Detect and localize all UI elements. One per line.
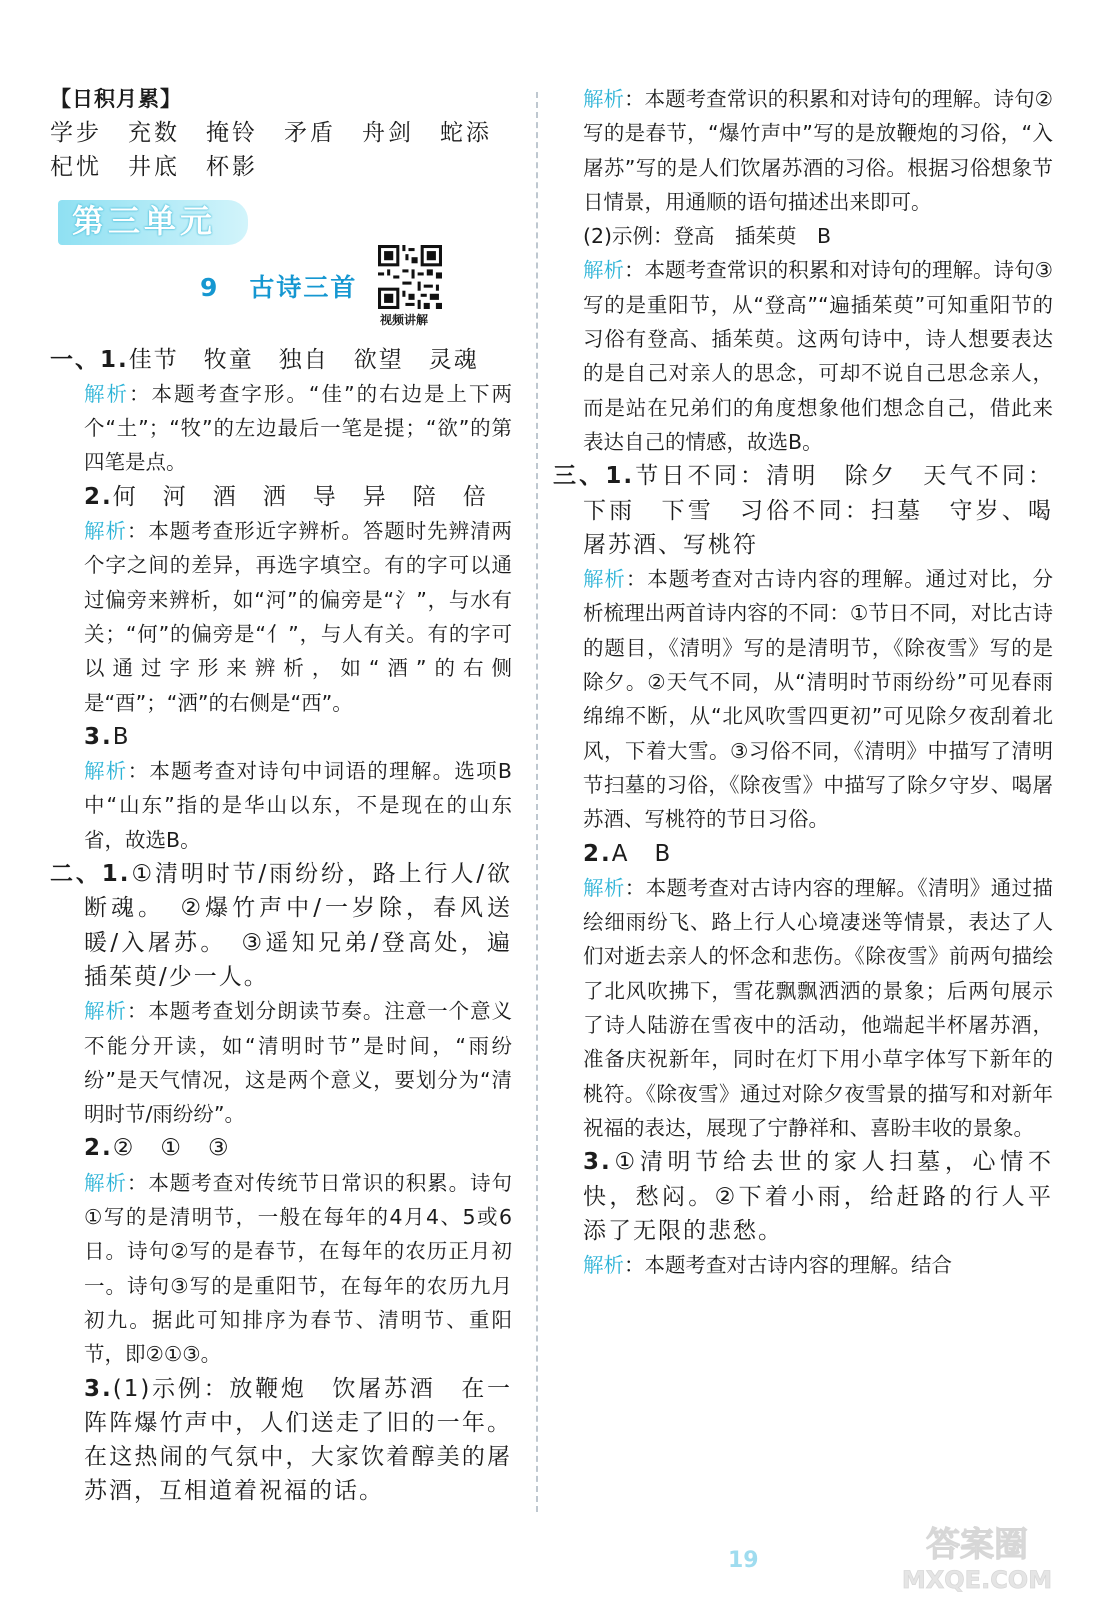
s1-q1 [50, 343, 512, 377]
s1-q2-analysis [50, 514, 512, 720]
s2-q3-answer-2: (2)示例：登高 插茱萸 B [583, 224, 832, 249]
answer: ② ① ③ [112, 1135, 231, 1162]
q-number: 3. [84, 723, 113, 750]
s1-q3-analysis [50, 754, 512, 857]
analysis-label: 解析 [84, 759, 128, 784]
unit-banner: 第三单元 [58, 200, 248, 244]
watermark-text-en: MXQE.COM [901, 1566, 1053, 1594]
qr-code-icon[interactable] [378, 245, 442, 309]
s3-q3 [583, 1145, 1053, 1248]
analysis-label: 解析 [84, 381, 129, 406]
left-column [50, 82, 512, 1509]
q-number: 3. [84, 1375, 113, 1402]
answer: ①清明时节/雨纷纷，路上行人/欲断魂。 ②爆竹声中/一岁除，春风送暖/入屠苏。 ③遥知兄弟/登高处，遍插茱萸/少一人。 [84, 861, 512, 990]
section-one-head: 一、 [50, 346, 100, 373]
answer: 佳节 牧童 独自 欲望 灵魂 [128, 346, 479, 373]
s1-q3 [50, 720, 512, 754]
analysis-text: ：本题考查形近字辨析。答题时先辨清两个字之间的差异，再选字填空。有的字可以通过偏旁来辨析，如“河”的偏旁是“氵”，与水有关；“何”的偏旁是“亻”，与人有关。有的字可以通过字形来辨析，如“酒”的右侧是“酉”；“洒”的右侧是“西”。 [84, 519, 513, 715]
s1-q2 [50, 480, 512, 514]
right-column [553, 82, 1054, 1282]
watermark-text-cn: 答案圈 [926, 1525, 1028, 1565]
s2-q2 [50, 1131, 512, 1165]
s2-q3-analysis-2 [583, 253, 1053, 459]
analysis-label: 解析 [583, 567, 626, 592]
analysis-text: ：本题考查对传统节日常识的积累。诗句①写的是清明节，一般在每年的4月4、5或6日。诗句②写的是春节，在每年的农历正月初一。诗句③写的是重阳节，在每年的农历九月初九。据此可知排序为春节、清明节、重阳节，即②①③。 [84, 1170, 513, 1367]
s2-q1 [50, 857, 512, 994]
analysis-text: ：本题考查对诗句中词语的理解。选项B中“山东”指的是华山以东，不是现在的山东省，故选B。 [84, 759, 512, 852]
s3-q2 [583, 837, 1053, 871]
answer: 何 河 酒 洒 导 异 陪 倍 [112, 483, 488, 510]
column-divider [536, 92, 538, 1512]
s2-q3-analysis-1 [583, 82, 1053, 219]
analysis-text: ：本题考查对古诗内容的理解。结合 [624, 1253, 952, 1278]
lesson-title [200, 271, 357, 305]
answer: ①清明节给去世的家人扫墓，心情不快，愁闷。②下着小雨，给赶路的行人平添了无限的悲愁。 [583, 1149, 1053, 1244]
qr-label: 视频讲解 [380, 312, 429, 327]
section-three-head: 三、 [553, 463, 606, 490]
accumulation-title: 【日积月累】 [50, 87, 182, 111]
analysis-text: ：本题考查常识的积累和对诗句的理解。诗句③写的是重阳节，从“登高”“遍插茱萸”可知重阳节的习俗有登高、插茱萸。这两句诗中，诗人想要表达的是自己对亲人的思念，可却不说自己思念亲人，而是站在兄弟们的角度想象他们想念自己，借此来表达自己的情感，故选B。 [583, 258, 1053, 454]
s3-q1 [553, 459, 1053, 562]
analysis-label: 解析 [84, 519, 127, 544]
page-number: 19 [728, 1548, 759, 1573]
analysis-text: ：本题考查字形。“佳”的右边是上下两个“土”；“牧”的左边最后一笔是提；“欲”的第四笔是点。 [84, 381, 513, 475]
q-number: 1. [100, 346, 129, 373]
accumulation-line-2: 杞忧 井底 杯影 [50, 154, 258, 181]
q-number: 2. [583, 840, 612, 867]
accumulation-line-1: 学步 充数 掩铃 矛盾 舟剑 蛇添 [50, 120, 492, 147]
lesson-name: 古诗三首 [249, 272, 358, 302]
q-number: 3. [583, 1149, 612, 1176]
analysis-label: 解析 [84, 999, 127, 1024]
analysis-label: 解析 [583, 258, 625, 283]
lesson-number: 9 [200, 272, 220, 302]
s2-q1-analysis [50, 994, 512, 1131]
answer: (1)示例：放鞭炮 饮屠苏酒 在一阵阵爆竹声中，人们送走了旧的一年。在这热闹的气氛中，大家饮着醇美的屠苏酒，互相道着祝福的话。 [84, 1375, 512, 1505]
s3-q2-analysis [583, 871, 1053, 1145]
q-number: 1. [101, 861, 131, 888]
section-two-head: 二、 [50, 861, 102, 888]
analysis-text: ：本题考查划分朗读节奏。注意一个意义不能分开读，如“清明时节”是时间，“雨纷纷”是天气情况，这是两个意义，要划分为“清明时节/雨纷纷”。 [84, 999, 513, 1127]
s3-q1-analysis [583, 562, 1053, 836]
analysis-label: 解析 [84, 1170, 127, 1195]
q-number: 1. [605, 463, 635, 490]
analysis-label: 解析 [583, 1253, 624, 1278]
q-number: 2. [84, 1135, 113, 1162]
answer: B [112, 723, 131, 750]
lesson-header [50, 255, 512, 343]
analysis-text: ：本题考查常识的积累和对诗句的理解。诗句②写的是春节，“爆竹声中”写的是放鞭炮的习俗，“入屠苏”写的是人们饮屠苏酒的习俗。根据习俗想象节日情景，用通顺的语句描述出来即可。 [583, 87, 1053, 214]
s2-q3 [50, 1372, 512, 1509]
s1-q1-analysis [50, 377, 512, 480]
s2-q2-analysis [50, 1166, 512, 1372]
analysis-text: ：本题考查对古诗内容的理解。通过对比，分析梳理出两首诗内容的不同：①节日不同，对比古诗的题目，《清明》写的是清明节，《除夜雪》写的是除夕。②天气不同，从“清明时节雨纷纷”可见春雨绵绵不断，从“北风吹雪四更初”可见除夕夜刮着北风，下着大雪。③习俗不同，《清明》中描写了清明节扫墓的习俗，《除夜雪》中描写了除夕守岁、喝屠苏酒、写桃符的节日习俗。 [583, 567, 1054, 832]
analysis-text: ：本题考查对古诗内容的理解。《清明》通过描绘细雨纷飞、路上行人心境凄迷等情景，表达了人们对逝去亲人的怀念和悲伤。《除夜雪》前两句描绘了北风吹拂下，雪花飘飘洒洒的景象；后两句展示了诗人陆游在雪夜中的活动，他端起半杯屠苏酒，准备庆祝新年，同时在灯下用小草字体写下新年的桃符。《除夜雪》通过对除夕夜雪景的描写和对新年祝福的表达，展现了宁静祥和、喜盼丰收的景象。 [583, 875, 1054, 1140]
answer: A B [611, 840, 673, 867]
q-number: 2. [84, 483, 113, 510]
answer: 节日不同：清明 除夕 天气不同：下雨 下雪 习俗不同：扫墓 守岁、喝屠苏酒、写桃符 [583, 463, 1054, 558]
watermark-logo [882, 1516, 1072, 1594]
analysis-label: 解析 [583, 87, 625, 111]
analysis-label: 解析 [583, 875, 625, 900]
s3-q3-analysis [583, 1248, 1053, 1282]
